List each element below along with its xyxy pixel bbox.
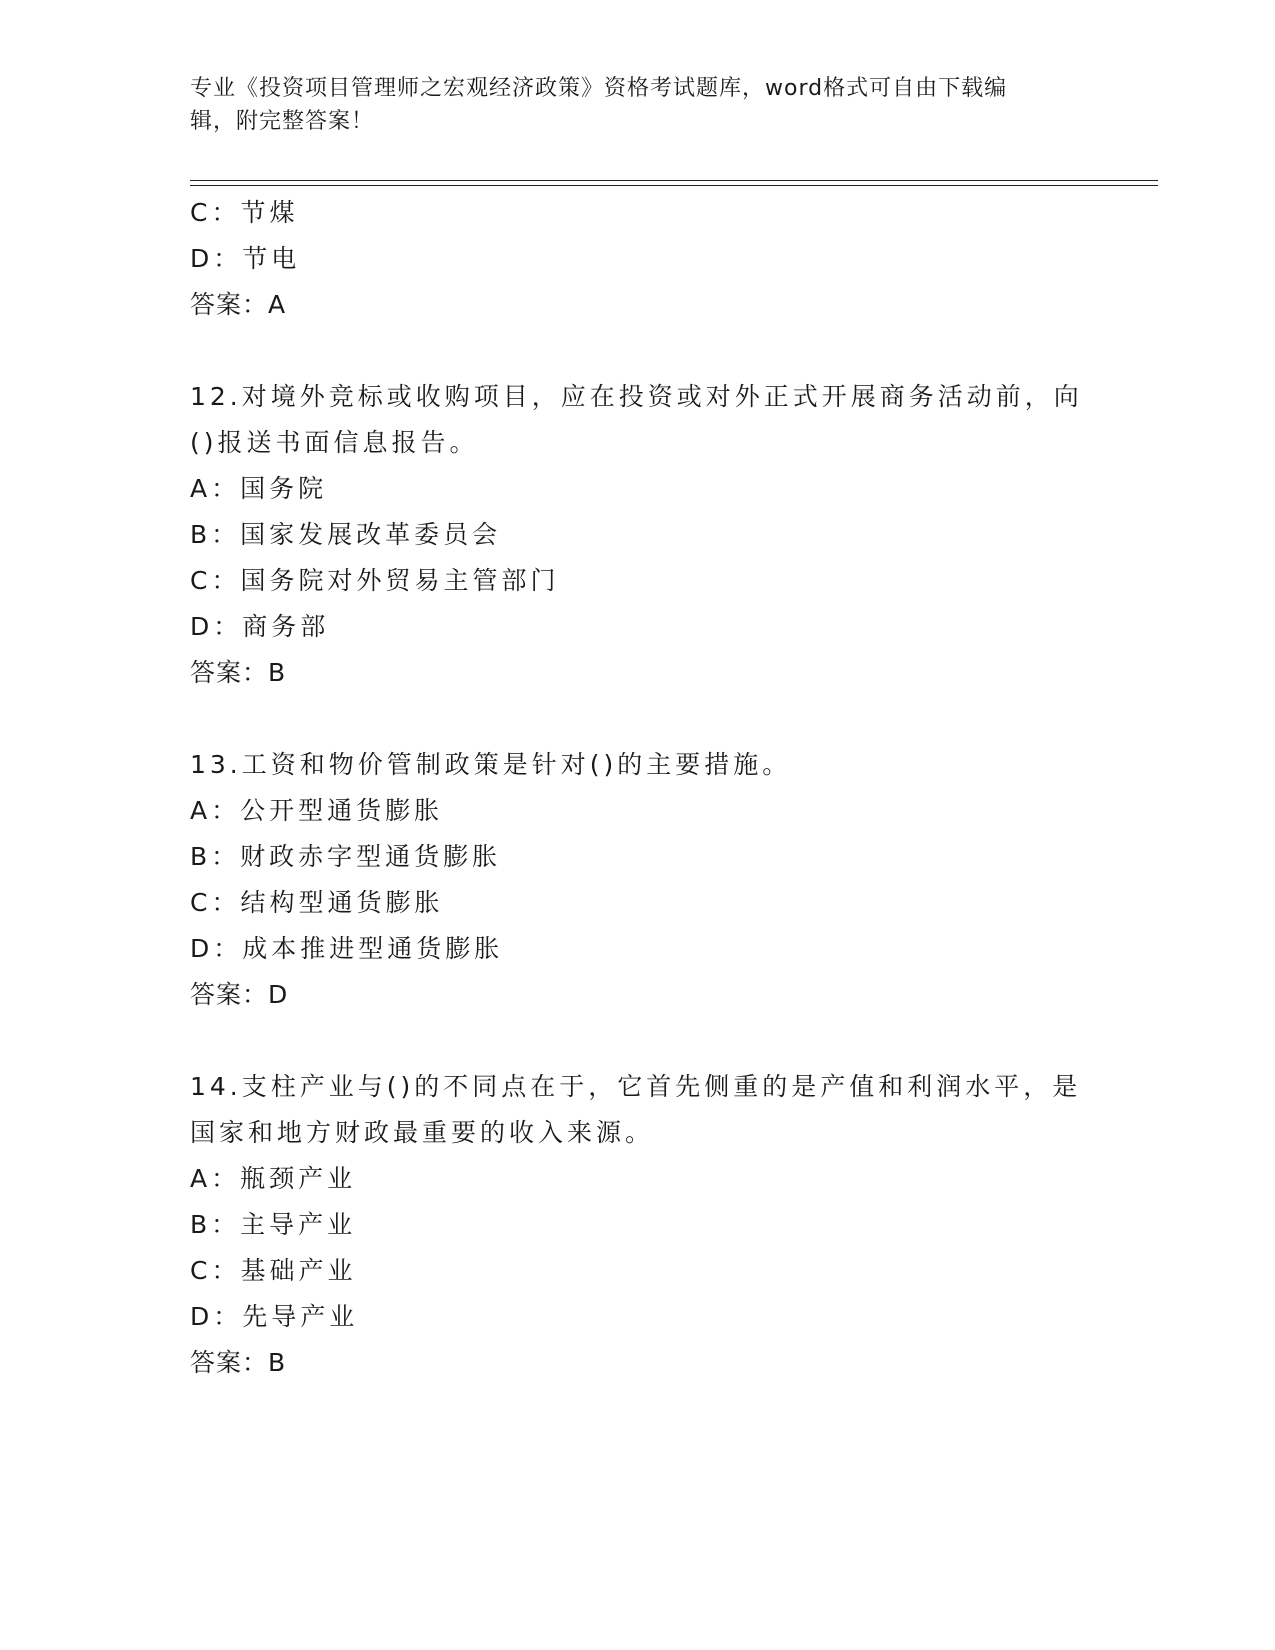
question-stem-line: ()报送书面信息报告。 [190, 428, 479, 457]
question-stem-line: 13.工资和物价管制政策是针对()的主要措施。 [190, 750, 792, 779]
question-list [190, 190, 1090, 1386]
question-stem-line: 12.对境外竞标或收购项目，应在投资或对外正式开展商务活动前，向 [190, 382, 1083, 411]
header-divider-top [190, 180, 1158, 181]
header-line-2: 辑，附完整答案！ [190, 109, 375, 134]
option-d: D：先导产业 [190, 1302, 359, 1331]
question-block-13 [190, 742, 1090, 1018]
document-header [190, 72, 1090, 138]
question-block-11 [190, 190, 1090, 328]
answer-line: 答案：B [190, 1348, 287, 1377]
spacer [190, 696, 1090, 742]
option-b: B：主导产业 [190, 1210, 357, 1239]
header-line-1: 专业《投资项目管理师之宏观经济政策》资格考试题库，word格式可自由下载编 [190, 76, 1008, 101]
option-c: C：国务院对外贸易主管部门 [190, 566, 560, 595]
question-block-12 [190, 374, 1090, 696]
option-d: D：成本推进型通货膨胀 [190, 934, 504, 963]
header-divider-bottom [190, 185, 1158, 186]
question-stem-line: 14.支柱产业与()的不同点在于，它首先侧重的是产值和利润水平，是 [190, 1072, 1082, 1101]
option-c: C：结构型通货膨胀 [190, 888, 444, 917]
spacer [190, 328, 1090, 374]
answer-line: 答案：A [190, 290, 287, 319]
option-a: A：瓶颈产业 [190, 1164, 357, 1193]
answer-line: 答案：B [190, 658, 287, 687]
question-block-14 [190, 1064, 1090, 1386]
question-stem-line: 国家和地方财政最重要的收入来源。 [190, 1118, 655, 1147]
option-a: A：国务院 [190, 474, 328, 503]
option-c: C：节煤 [190, 198, 299, 227]
option-d: D：商务部 [190, 612, 330, 641]
answer-line: 答案：D [190, 980, 289, 1009]
option-d: D：节电 [190, 244, 301, 273]
option-c: C：基础产业 [190, 1256, 357, 1285]
option-b: B：财政赤字型通货膨胀 [190, 842, 502, 871]
option-b: B：国家发展改革委员会 [190, 520, 502, 549]
spacer [190, 1018, 1090, 1064]
option-a: A：公开型通货膨胀 [190, 796, 444, 825]
